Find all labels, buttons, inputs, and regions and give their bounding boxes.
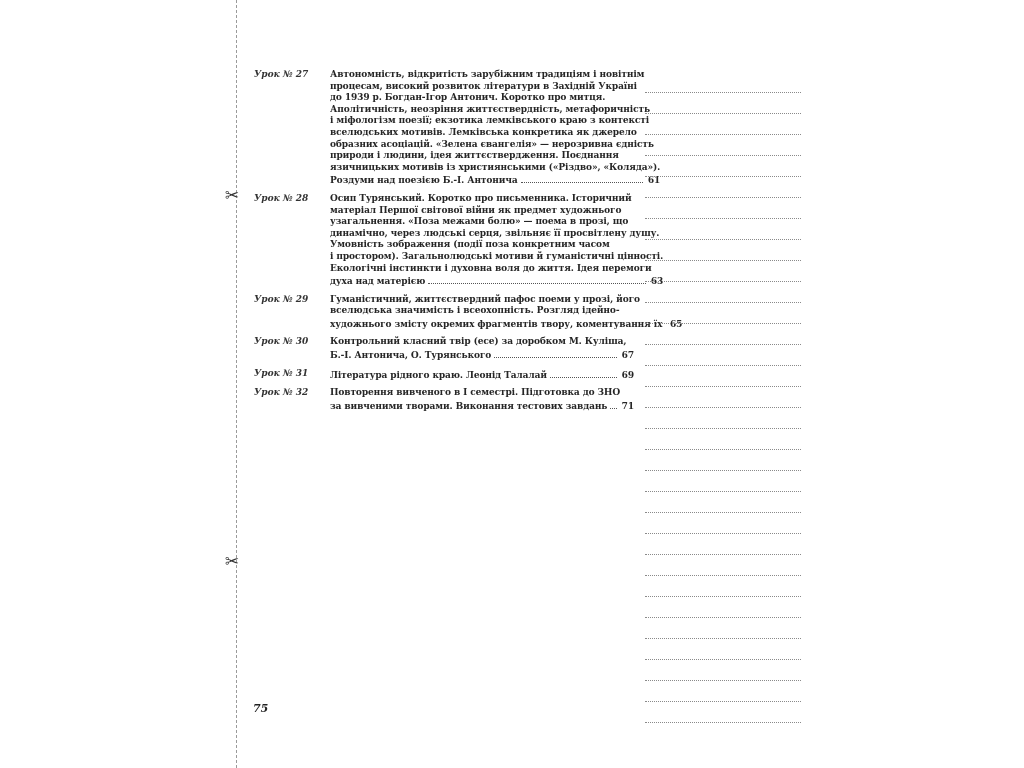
description-last-line [330,400,634,412]
page-ref: 69 [621,370,634,381]
note-line [645,93,801,114]
description-last-line [330,349,634,363]
lesson-description [330,337,634,362]
description-line: узагальнення. «Поза межами болю» — поема в прозі, що [330,217,629,228]
note-line [645,429,801,450]
note-line [645,303,801,324]
description-line: вселюдських мотивів. Лемківська конкретика як джерело [330,127,637,138]
lesson-label: Урок № 32 [254,388,309,399]
description-last-line [330,174,660,188]
description-line: Гуманістичний, життєствердний пафос поеми у прозі, його [330,294,640,305]
page-ref: 63 [650,277,664,288]
note-line [645,177,801,198]
toc-entry [254,388,634,412]
page-ref: 61 [647,176,661,187]
note-line [645,702,801,723]
dot-leader [428,275,646,284]
table-of-contents [254,70,683,412]
description-line: Аполітичність, неозріння життєствердність, метафоричність [330,104,650,115]
note-line [645,135,801,156]
note-line [645,681,801,702]
note-line [645,576,801,597]
lesson-description [330,369,634,383]
note-line [645,408,801,429]
note-line [645,471,801,492]
note-line [645,450,801,471]
note-line [645,639,801,660]
note-line [645,240,801,261]
description-line: динамічно, через людські серця, звільняє її просвітлену душу. [330,228,660,239]
toc-entry [254,337,634,362]
scissors-icon: ✂ [224,186,240,206]
description-line: Автономність, відкритість зарубіжним традиціям і новітнім [330,70,645,80]
note-line [645,198,801,219]
note-line [645,534,801,555]
page-ref: 71 [621,401,634,412]
description-line: Контрольний класний твір (есе) за доробком М. Куліша, [330,337,627,348]
note-line [645,345,801,366]
lesson-label: Урок № 30 [254,337,309,348]
description-line: Умовність зображення (події поза конкретним часом [330,240,610,251]
toc-entry [254,193,664,289]
lesson-description [330,388,634,412]
last-line-text: духа над матерією [330,277,426,288]
last-line-text: художнього змісту окремих фрагментів твору, коментування їх [330,319,663,330]
cut-line [236,0,237,768]
note-line [645,387,801,408]
description-line: матеріал Першої світової війни як предмет художнього [330,205,622,216]
lesson-description [330,70,660,188]
note-line [645,555,801,576]
note-line [645,324,801,345]
description-line: і міфологізм поезії; екзотика лемківського краю з контексті [330,116,650,127]
lesson-label: Урок № 27 [254,70,309,80]
description-line: вселюдська значимість і всеохопність. Розгляд ідейно- [330,306,620,317]
dot-leader [550,369,617,378]
lesson-description [330,194,663,289]
lesson-label: Урок № 31 [254,368,309,379]
description-line: Екологічні інстинкти і духовна воля до життя. Ідея перемоги [330,263,652,274]
description-line: Осип Турянський. Коротко про письменника. Історичний [330,193,632,204]
description-last-line [330,369,634,383]
dot-leader [521,174,644,183]
dot-leader [494,349,617,358]
note-line [645,366,801,387]
description-line: до 1939 р. Богдан-Ігор Антонич. Коротко про митця. [330,93,606,104]
last-line-text: Література рідного краю. Леонід Талалай [330,370,547,381]
description-line: процесам, високий розвиток літератури в Західній Україні [330,81,637,92]
scissors-icon: ✂ [224,552,240,572]
toc-entry [254,70,661,188]
note-line [645,618,801,639]
lesson-label: Урок № 29 [254,294,309,305]
description-line: і простором). Загальнолюдські мотиви й гуманістичні цінності. [330,251,664,262]
note-line [645,261,801,282]
note-line [645,114,801,135]
toc-entry [254,369,634,383]
description-line: Повторення вивченого в I семестрі. Підготовка до ЗНО [330,388,621,399]
last-line-text: Б.-І. Антонича, О. Турянського [330,351,492,362]
dot-leader [610,400,617,409]
last-line-text: за вивченими творами. Виконання тестових завдань [330,401,608,412]
page-number: 75 [253,702,269,715]
description-last-line [330,318,682,332]
note-line [645,156,801,177]
note-line [645,219,801,240]
note-line [645,282,801,303]
note-line [645,492,801,513]
note-line [645,513,801,534]
toc-entry [254,294,683,332]
page-ref: 65 [670,319,683,330]
notes-column [645,72,801,723]
description-line: природи і людини, ідея життєствердження. Поєднання [330,151,619,162]
description-line: язичницьких мотивів із християнськими («Різдво», «Коляда»). [330,162,661,173]
description-line: образних асоціацій. «Зелена євангелія» — нерозривна єдність [330,139,654,150]
last-line-text: Роздуми над поезією Б.-І. Антонича [330,176,518,187]
note-line [645,660,801,681]
page-ref: 67 [621,351,634,362]
note-line [645,72,801,93]
description-last-line [330,275,663,289]
note-line [645,597,801,618]
lesson-label: Урок № 28 [254,193,309,204]
lesson-description [330,295,682,332]
